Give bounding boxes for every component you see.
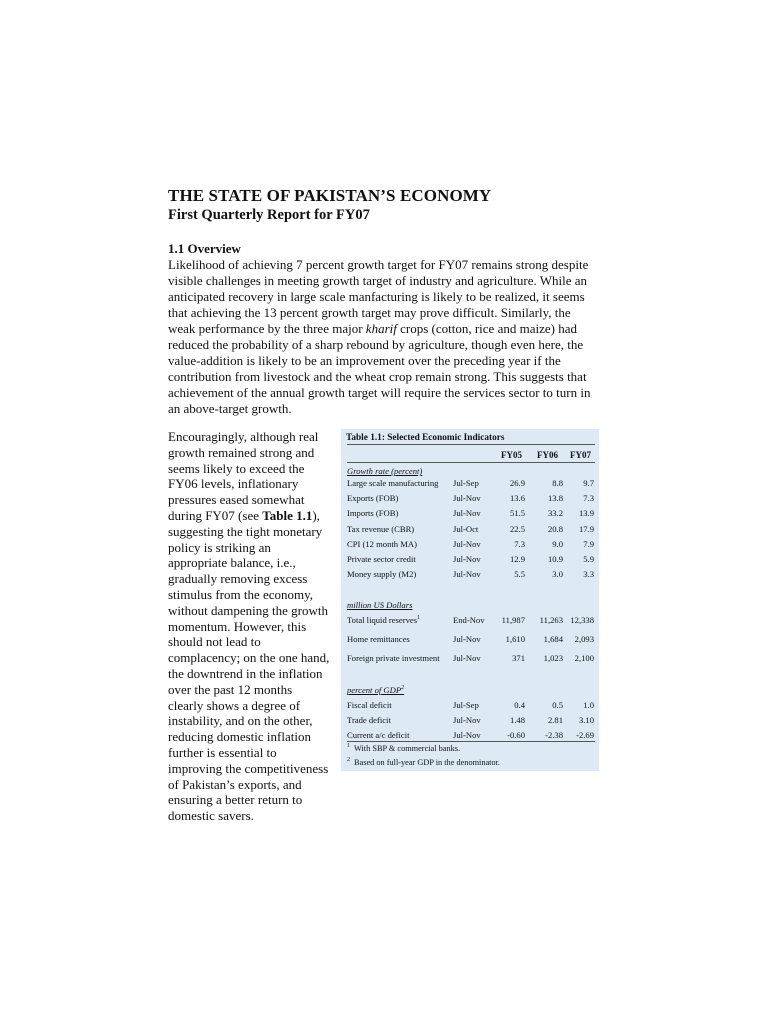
report-body	[168, 186, 600, 824]
row-label	[347, 699, 392, 711]
row-label-text: Private sector credit	[347, 554, 416, 564]
two-column-area	[168, 429, 600, 824]
row-period: Jul-Sep	[453, 700, 479, 710]
row-label	[347, 729, 410, 741]
table-row	[347, 714, 597, 728]
table-header-rule	[347, 462, 595, 463]
row-label-text: Money supply (M2)	[347, 569, 417, 580]
group-label-text: Growth rate (percent)	[347, 466, 423, 476]
table-row	[347, 492, 597, 506]
value-fy06: 8.8	[552, 478, 563, 488]
row-period: Jul-Nov	[453, 538, 481, 549]
value-fy05: 371	[512, 653, 525, 663]
value-fy05: 26.9	[509, 478, 525, 488]
footnote-text: Based on full-year GDP in the denominator.	[354, 758, 501, 767]
table-footnote	[347, 757, 500, 769]
table-top-rule	[347, 444, 595, 445]
table-caption: Table 1.1: Selected Economic Indicators	[346, 433, 505, 443]
table-bottom-rule	[347, 741, 595, 742]
table-group-label	[347, 684, 404, 696]
row-label	[347, 477, 438, 489]
row-label-text: Imports (FOB)	[347, 508, 399, 519]
value-fy05: 51.5	[509, 508, 525, 519]
value-fy07: 12,338	[570, 615, 594, 625]
row-label-text: Total liquid reserves	[347, 615, 418, 625]
inflation-paragraph	[168, 429, 330, 824]
value-fy06: 3.0	[552, 569, 563, 580]
value-fy06: -2.38	[545, 730, 563, 740]
table-row	[347, 633, 597, 647]
value-fy06: 1,023	[543, 653, 563, 663]
value-fy06: 1,684	[543, 634, 563, 644]
table-row	[347, 507, 597, 521]
row-label-text: CPI (12 month MA)	[347, 538, 417, 549]
table-row	[347, 538, 597, 552]
overview-paragraph	[168, 257, 600, 417]
row-label-text: Trade deficit	[347, 715, 391, 725]
value-fy06: 33.2	[547, 508, 563, 519]
row-period: End-Nov	[453, 615, 485, 625]
inflation-text-2: ), suggesting the tight monetary policy is striking an appropriate balance, i.e., gradually removing excess stimulus from the economy, without dampening the growth momentum. However, this should not lead to complacency; on the one hand, the downtrend in the inflation over the past 12 months clearly shows a degree of instability, and on the other, reducing domestic inflation further is essential to improving the competitiveness of Pakistan’s exports, and ensuring a better return to domestic savers.	[168, 507, 330, 824]
footnote-mark: 1	[347, 743, 350, 750]
overview-text-2: crops (cotton, rice and maize) had reduced the probability of a sharp rebound by agriculture, though even here, the value-addition is likely to be an improvement over the preceding year if the contribution from livestock and the wheat crop remain strong. This suggests that achievement of the annual growth target will require the services sector to turn in an above-target growth.	[168, 321, 591, 416]
value-fy05: 13.6	[509, 493, 525, 504]
value-fy06: 0.5	[552, 700, 563, 710]
value-fy07: 7.9	[583, 538, 594, 549]
group-label-text: percent of GDP	[347, 685, 402, 695]
value-fy07: 13.9	[578, 508, 594, 519]
value-fy05: 12.9	[509, 554, 525, 564]
value-fy05: 1,610	[505, 634, 525, 644]
row-label-text: Large scale manufacturing	[347, 478, 439, 488]
table-row	[347, 614, 597, 628]
footnote-text: With SBP & commercial banks.	[354, 744, 461, 753]
value-fy05: 0.4	[514, 700, 525, 710]
value-fy07: 5.9	[583, 554, 594, 564]
row-label	[347, 568, 416, 580]
value-fy07: 9.7	[583, 478, 594, 488]
row-period: Jul-Sep	[453, 478, 479, 488]
row-period: Jul-Nov	[453, 730, 481, 740]
inflation-text-1: Encouragingly, although real growth remained strong and seems likely to exceed the FY06 levels, inflationary pressures eased somewhat during FY07 (see	[168, 429, 319, 523]
value-fy05: 1.48	[509, 715, 525, 725]
table-row	[347, 568, 597, 582]
value-fy06: 9.0	[552, 538, 563, 549]
table-footnote	[347, 743, 460, 755]
table-reference: Table 1.1	[262, 507, 313, 523]
row-period: Jul-Nov	[453, 554, 481, 564]
table-row	[347, 699, 597, 713]
value-fy05: 22.5	[509, 523, 525, 534]
row-label	[347, 553, 416, 565]
row-label	[347, 652, 440, 664]
row-footnote-mark: 1	[417, 615, 421, 622]
value-fy06: 13.8	[547, 493, 563, 504]
group-label-text: million US Dollars	[347, 600, 413, 610]
value-fy05: 11,987	[501, 615, 525, 625]
value-fy07: 7.3	[583, 493, 594, 504]
value-fy07: 2,093	[574, 634, 594, 644]
value-fy05: -0.60	[507, 730, 525, 740]
value-fy06: 11,263	[539, 615, 563, 625]
col-header-fy07: FY07	[570, 450, 591, 460]
table-row	[347, 523, 597, 537]
row-period: Jul-Nov	[453, 653, 481, 663]
table-row	[347, 477, 597, 491]
value-fy07: 3.3	[583, 569, 594, 580]
value-fy06: 2.81	[547, 715, 563, 725]
row-period: Jul-Oct	[453, 523, 479, 534]
overview-text-1: Likelihood of achieving 7 percent growth target for FY07 remains strong despite visible challenges in meeting growth target of industry and agriculture. While an anticipated recovery in large scale manfacturing is likely to be realized, it seems that achieving the 13 percent growth target may prove difficult. Similarly, the weak performance by the three major	[168, 257, 589, 336]
col-header-fy06: FY06	[537, 450, 558, 460]
value-fy06: 10.9	[547, 554, 563, 564]
value-fy07: 3.10	[578, 715, 594, 725]
table-group-label	[347, 465, 422, 477]
value-fy07: 2,100	[574, 653, 594, 663]
col-header-fy05: FY05	[501, 450, 522, 460]
row-label-text: Home remittances	[347, 634, 410, 644]
row-period: Jul-Nov	[453, 715, 481, 725]
economic-indicators-table	[341, 429, 599, 771]
value-fy05: 7.3	[514, 538, 525, 549]
footnote-mark: 2	[347, 757, 350, 764]
row-period: Jul-Nov	[453, 508, 481, 519]
row-label-text: Foreign private investment	[347, 653, 440, 663]
section-heading: 1.1 Overview	[168, 241, 241, 256]
value-fy06: 20.8	[547, 523, 563, 534]
value-fy07: -2.69	[576, 730, 594, 740]
row-label	[347, 538, 417, 550]
page-subtitle: First Quarterly Report for FY07	[168, 207, 370, 223]
table-group-label	[347, 599, 412, 611]
row-period: Jul-Nov	[453, 634, 481, 644]
row-label-text: Fiscal deficit	[347, 700, 392, 710]
row-label-text: Exports (FOB)	[347, 493, 399, 504]
row-label	[347, 492, 398, 504]
row-label-text: Current a/c deficit	[347, 730, 410, 740]
value-fy05: 5.5	[514, 569, 525, 580]
row-label	[347, 523, 414, 535]
value-fy07: 17.9	[578, 523, 594, 534]
row-label	[347, 714, 391, 726]
row-label	[347, 614, 420, 626]
table-row	[347, 553, 597, 567]
row-period: Jul-Nov	[453, 493, 481, 504]
overview-italic-term: kharif	[365, 321, 397, 336]
row-period: Jul-Nov	[453, 569, 481, 580]
group-footnote-mark: 2	[401, 685, 405, 692]
value-fy07: 1.0	[583, 700, 594, 710]
row-label	[347, 633, 410, 645]
page-title: THE STATE OF PAKISTAN’S ECONOMY	[168, 186, 492, 205]
row-label	[347, 507, 398, 519]
table-row	[347, 652, 597, 666]
row-label-text: Tax revenue (CBR)	[347, 523, 415, 534]
